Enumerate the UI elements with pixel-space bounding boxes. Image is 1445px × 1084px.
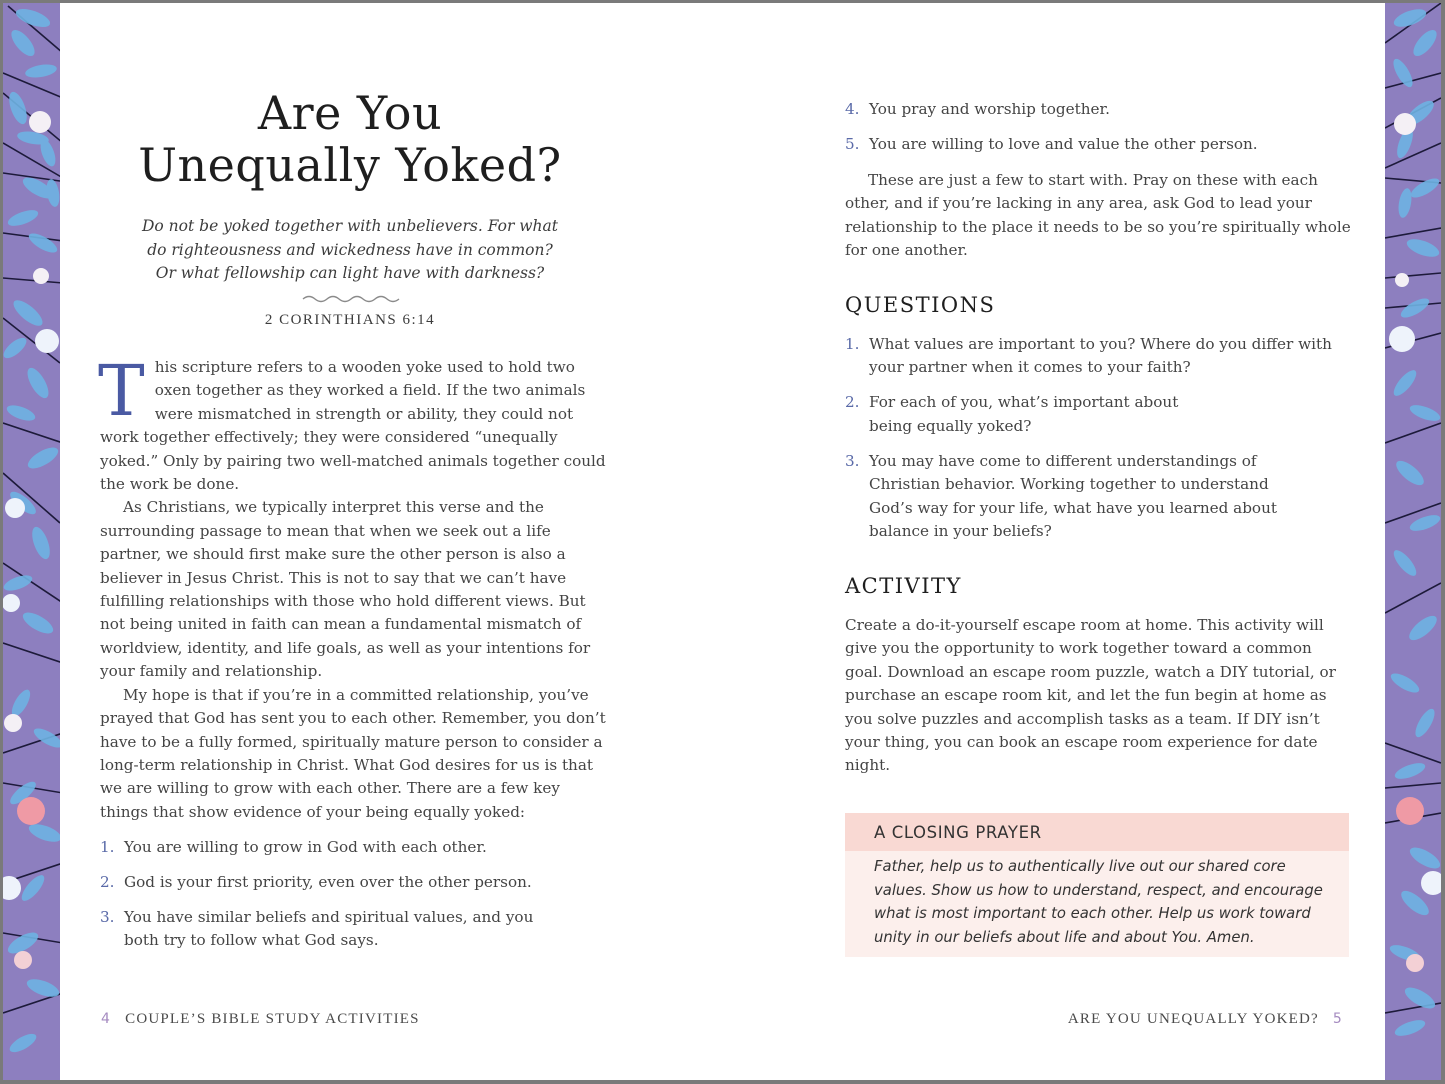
paragraph: My hope is that if you’re in a committed relationship, you’ve prayed that God has sent you to each other. Remember, you don’t have to be a fully formed, spiritually mature person to consider a long-term relationship in Christ. What God desires for us is that we are willing to grow with each other. There are a few key things that show evidence of your being equally yoked:	[100, 685, 606, 821]
page-footer-left	[101, 1011, 420, 1028]
intro-text	[98, 350, 606, 824]
list-number: 1.	[845, 335, 860, 353]
evidence-list-continued	[845, 98, 1351, 168]
floral-pattern-icon	[3, 3, 60, 1080]
floral-border-left	[3, 3, 60, 1080]
questions-list	[845, 333, 1335, 555]
left-page	[97, 3, 606, 1080]
prayer-text: Father, help us to authentically live out our shared core values. Show us how to understand, respect, and encourage what is most important to each other. Help us work toward unity in our beliefs about life and about You. Amen.	[874, 858, 1323, 946]
page-footer-right	[1068, 1011, 1343, 1028]
drop-cap: T	[98, 350, 145, 432]
running-head: COUPLE’S BIBLE STUDY ACTIVITIES	[125, 1011, 420, 1027]
list-item-text: God is your first priority, even over the other person.	[124, 873, 532, 891]
list-item	[100, 836, 606, 859]
epigraph-line: do righteousness and wickedness have in common?	[147, 240, 553, 259]
list-number: 2.	[845, 393, 860, 412]
question-text: For each of you, what’s important about being equally yoked?	[869, 393, 1179, 435]
right-page	[842, 3, 1351, 1080]
activity-heading: ACTIVITY	[845, 574, 962, 598]
list-number: 2.	[100, 873, 115, 891]
list-item-text: You are willing to love and value the other person.	[869, 135, 1258, 153]
question-item	[845, 333, 1335, 380]
evidence-list	[100, 836, 606, 964]
question-item	[845, 450, 1335, 544]
list-item	[845, 133, 1351, 156]
question-text: You may have come to different understandings of Christian behavior. Working together to understand God’s way for your life, what have you learned about balance in your beliefs?	[869, 451, 1277, 541]
wave-ornament-icon	[302, 293, 400, 303]
list-item	[100, 871, 606, 894]
page-number: 4	[101, 1011, 112, 1027]
list-item-text: You are willing to grow in God with each other.	[124, 838, 487, 856]
book-spread	[3, 3, 1441, 1080]
list-number: 1.	[100, 838, 115, 856]
list-number: 3.	[845, 451, 860, 470]
list-number: 3.	[100, 908, 115, 926]
list-number: 5.	[845, 135, 860, 153]
scripture-reference: 2 CORINTHIANS 6:14	[264, 312, 436, 328]
paragraph-text: his scripture refers to a wooden yoke used to hold two oxen together as they worked a field. If the two animals were mismatched in strength or ability, they could not work together effectively; they were considered “unequally yoked.” Only by pairing two well-matched animals together could the work be done.	[100, 358, 606, 494]
paragraph	[98, 350, 606, 496]
chapter-title-line-1: Are You	[257, 86, 443, 140]
floral-border-right	[1385, 3, 1441, 1080]
activity-text: Create a do-it-yourself escape room at home. This activity will give you the opportunity to work together toward a common goal. Download an escape room puzzle, watch a DIY tutorial, or purchase an escape room kit, and let the fun begin at home as you solve puzzles and accomplish tasks as a team. If DIY isn’t your thing, you can book an escape room experience for date night.	[845, 616, 1336, 775]
list-item-text: You have similar beliefs and spiritual values, and you both try to follow what God says.	[124, 908, 534, 950]
list-item-text: You pray and worship together.	[869, 100, 1110, 118]
epigraph-line: Do not be yoked together with unbelievers. For what	[141, 217, 558, 235]
question-item	[845, 391, 1335, 438]
question-text: What values are important to you? Where do you differ with your partner when it comes to your faith?	[869, 335, 1332, 377]
running-head: ARE YOU UNEQUALLY YOKED?	[1067, 1011, 1319, 1027]
paragraph: As Christians, we typically interpret this verse and the surrounding passage to mean that when we seek out a life partner, we should first make sure the other person is also a believer in Jesus Christ. This is not to say that we can’t have fulfilling relationships with those who hold different views. But not being united in faith can mean a fundamental mismatch of worldview, identity, and life goals, as well as your intentions for your family and relationship.	[100, 498, 591, 681]
page-number: 5	[1332, 1011, 1343, 1027]
chapter-title-line-2: Unequally Yoked?	[138, 138, 562, 192]
list-number: 4.	[845, 100, 860, 118]
list-item	[845, 98, 1351, 121]
chapter-title	[97, 87, 603, 191]
prayer-heading: A CLOSING PRAYER	[845, 813, 1349, 851]
questions-heading: QUESTIONS	[845, 293, 996, 317]
list-item	[100, 906, 606, 953]
epigraph	[97, 215, 603, 286]
paragraph: These are just a few to start with. Pray on these with each other, and if you’re lacking in any area, ask God to lead your relationship to the place it needs to be so you’re spiritually whole for one another.	[845, 171, 1351, 260]
floral-pattern-icon	[1385, 3, 1441, 1080]
epigraph-line: Or what fellowship can light have with darkness?	[155, 264, 545, 282]
closing-prayer-box	[845, 813, 1349, 957]
